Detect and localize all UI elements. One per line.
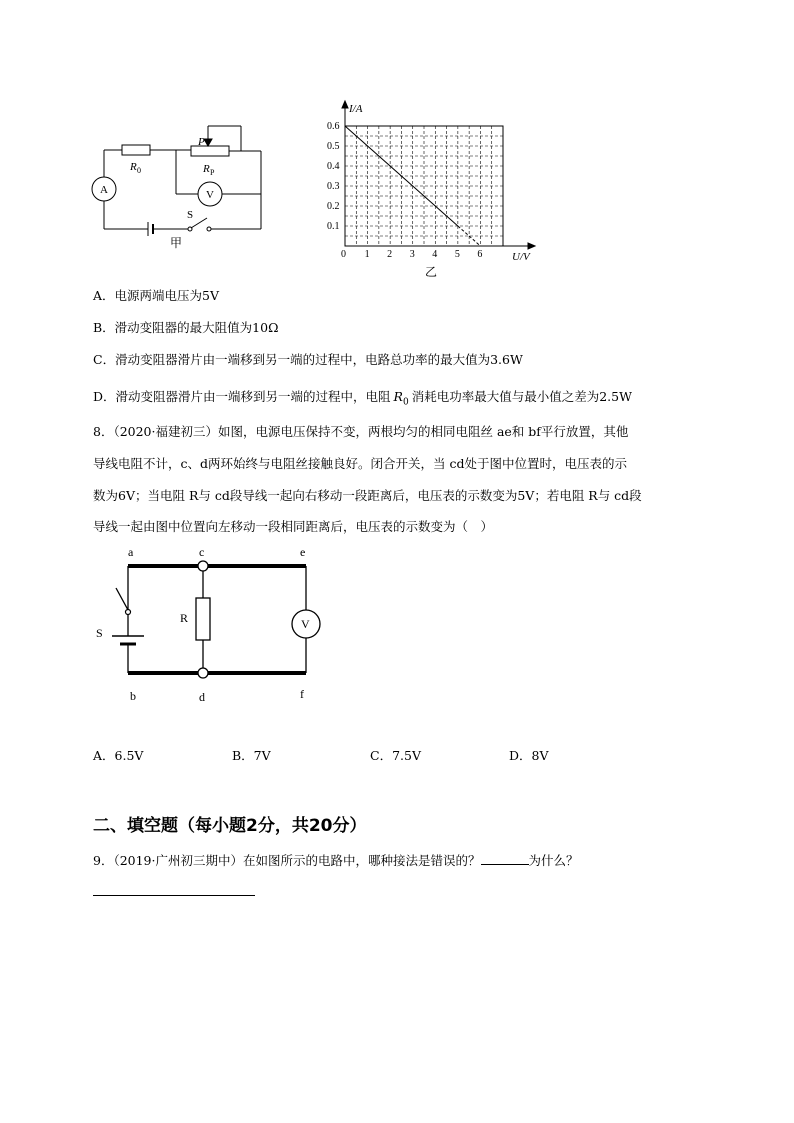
q8-label-a: a [128, 545, 134, 559]
q9-answer-blank[interactable] [481, 852, 529, 865]
y-tick-label: 0.3 [327, 181, 340, 192]
switch-label: S [187, 209, 194, 221]
y-axis-label: I/A [349, 103, 363, 115]
q7-option-d-lead: D．滑动变阻器滑片由一端移到另一端的过程中，电阻 [93, 389, 391, 404]
x-tick-label: 3 [409, 249, 415, 260]
y-tick-label: 0.1 [327, 221, 340, 232]
origin-label: 0 [341, 249, 346, 260]
rp-subscript: P [210, 168, 215, 177]
q9-prefix: 9．（2019·广州初三期中）在如图所示的电路中，哪种接法是错误的？ [93, 853, 481, 868]
x-tick-label: 1 [364, 249, 370, 260]
q8-option-c: C．7.5V [370, 748, 421, 763]
figure-q8-circuit [88, 540, 338, 710]
q9-suffix: 为什么？ [528, 853, 579, 868]
q8-line-4: 导线一起由图中位置向左移动一段相同距离后，电压表的示数变为（ ） [93, 519, 494, 534]
r0-label: R [130, 161, 137, 173]
q8-line-3: 数为6V；当电阻 R与 cd段导线一起向右移动一段距离后，电压表的示数变为5V；若电阻 R与 cd段 [93, 488, 642, 503]
q8-option-d: D．8V [509, 748, 549, 763]
y-tick-label: 0.6 [327, 121, 340, 132]
q9-reason-blank[interactable] [93, 895, 255, 896]
q7-option-d [93, 389, 632, 411]
q8-label-s: S [96, 626, 103, 640]
q8-label-r: R [180, 611, 189, 625]
q9-text [93, 852, 579, 869]
x-tick-label: 2 [387, 249, 393, 260]
section-2-heading: 二、填空题（每小题2分，共20分） [93, 816, 367, 836]
r0-symbol-sub: 0 [402, 397, 409, 408]
y-tick-label: 0.4 [327, 161, 340, 172]
q8-label-f: f [300, 687, 304, 701]
voltmeter-label: V [206, 189, 214, 201]
q8-label-b: b [130, 689, 136, 703]
q8-label-v: V [301, 617, 310, 631]
rp-label: R [203, 163, 210, 175]
figure-jia-caption: 甲 [170, 236, 183, 250]
figure-yi-caption: 乙 [425, 265, 438, 279]
q7-option-a: A．电源两端电压为5V [93, 288, 220, 303]
y-tick-label: 0.5 [327, 141, 340, 152]
y-tick-label: 0.2 [327, 201, 340, 212]
q7-option-b: B．滑动变阻器的最大阻值为10Ω [93, 320, 279, 335]
figure-yi-chart [320, 98, 550, 280]
x-tick-label: 5 [454, 249, 460, 260]
x-tick-label: 4 [432, 249, 438, 260]
ammeter-label: A [100, 184, 108, 196]
r0-symbol: R [393, 389, 403, 404]
x-tick-label: 6 [477, 249, 483, 260]
q8-line-1: 8．（2020·福建初三）如图，电源电压保持不变，两根均匀的相同电阻丝 ae和 bf平行放置，其他 [93, 424, 629, 439]
r0-resistor [122, 145, 150, 155]
p-label: P [198, 136, 205, 148]
q8-resistor-r [196, 598, 210, 640]
q8-option-a: A．6.5V [93, 748, 144, 763]
figure-jia-circuit [90, 120, 280, 255]
q7-option-d-tail: 消耗电功率最大值与最小值之差为2.5W [411, 389, 632, 404]
q8-label-d: d [199, 690, 205, 704]
q8-option-b: B．7V [232, 748, 271, 763]
q8-line-2: 导线电阻不计，c、d两环始终与电阻丝接触良好。闭合开关，当 cd处于图中位置时，电压表的示 [93, 456, 627, 471]
r0-subscript: 0 [137, 166, 141, 175]
q8-label-c: c [199, 545, 205, 559]
q8-label-e: e [300, 545, 306, 559]
rp-rheostat [191, 146, 229, 156]
q7-option-c: C．滑动变阻器滑片由一端移到另一端的过程中，电路总功率的最大值为3.6W [93, 352, 523, 367]
x-axis-label: U/V [512, 251, 530, 263]
chart-gridlines [345, 126, 503, 246]
